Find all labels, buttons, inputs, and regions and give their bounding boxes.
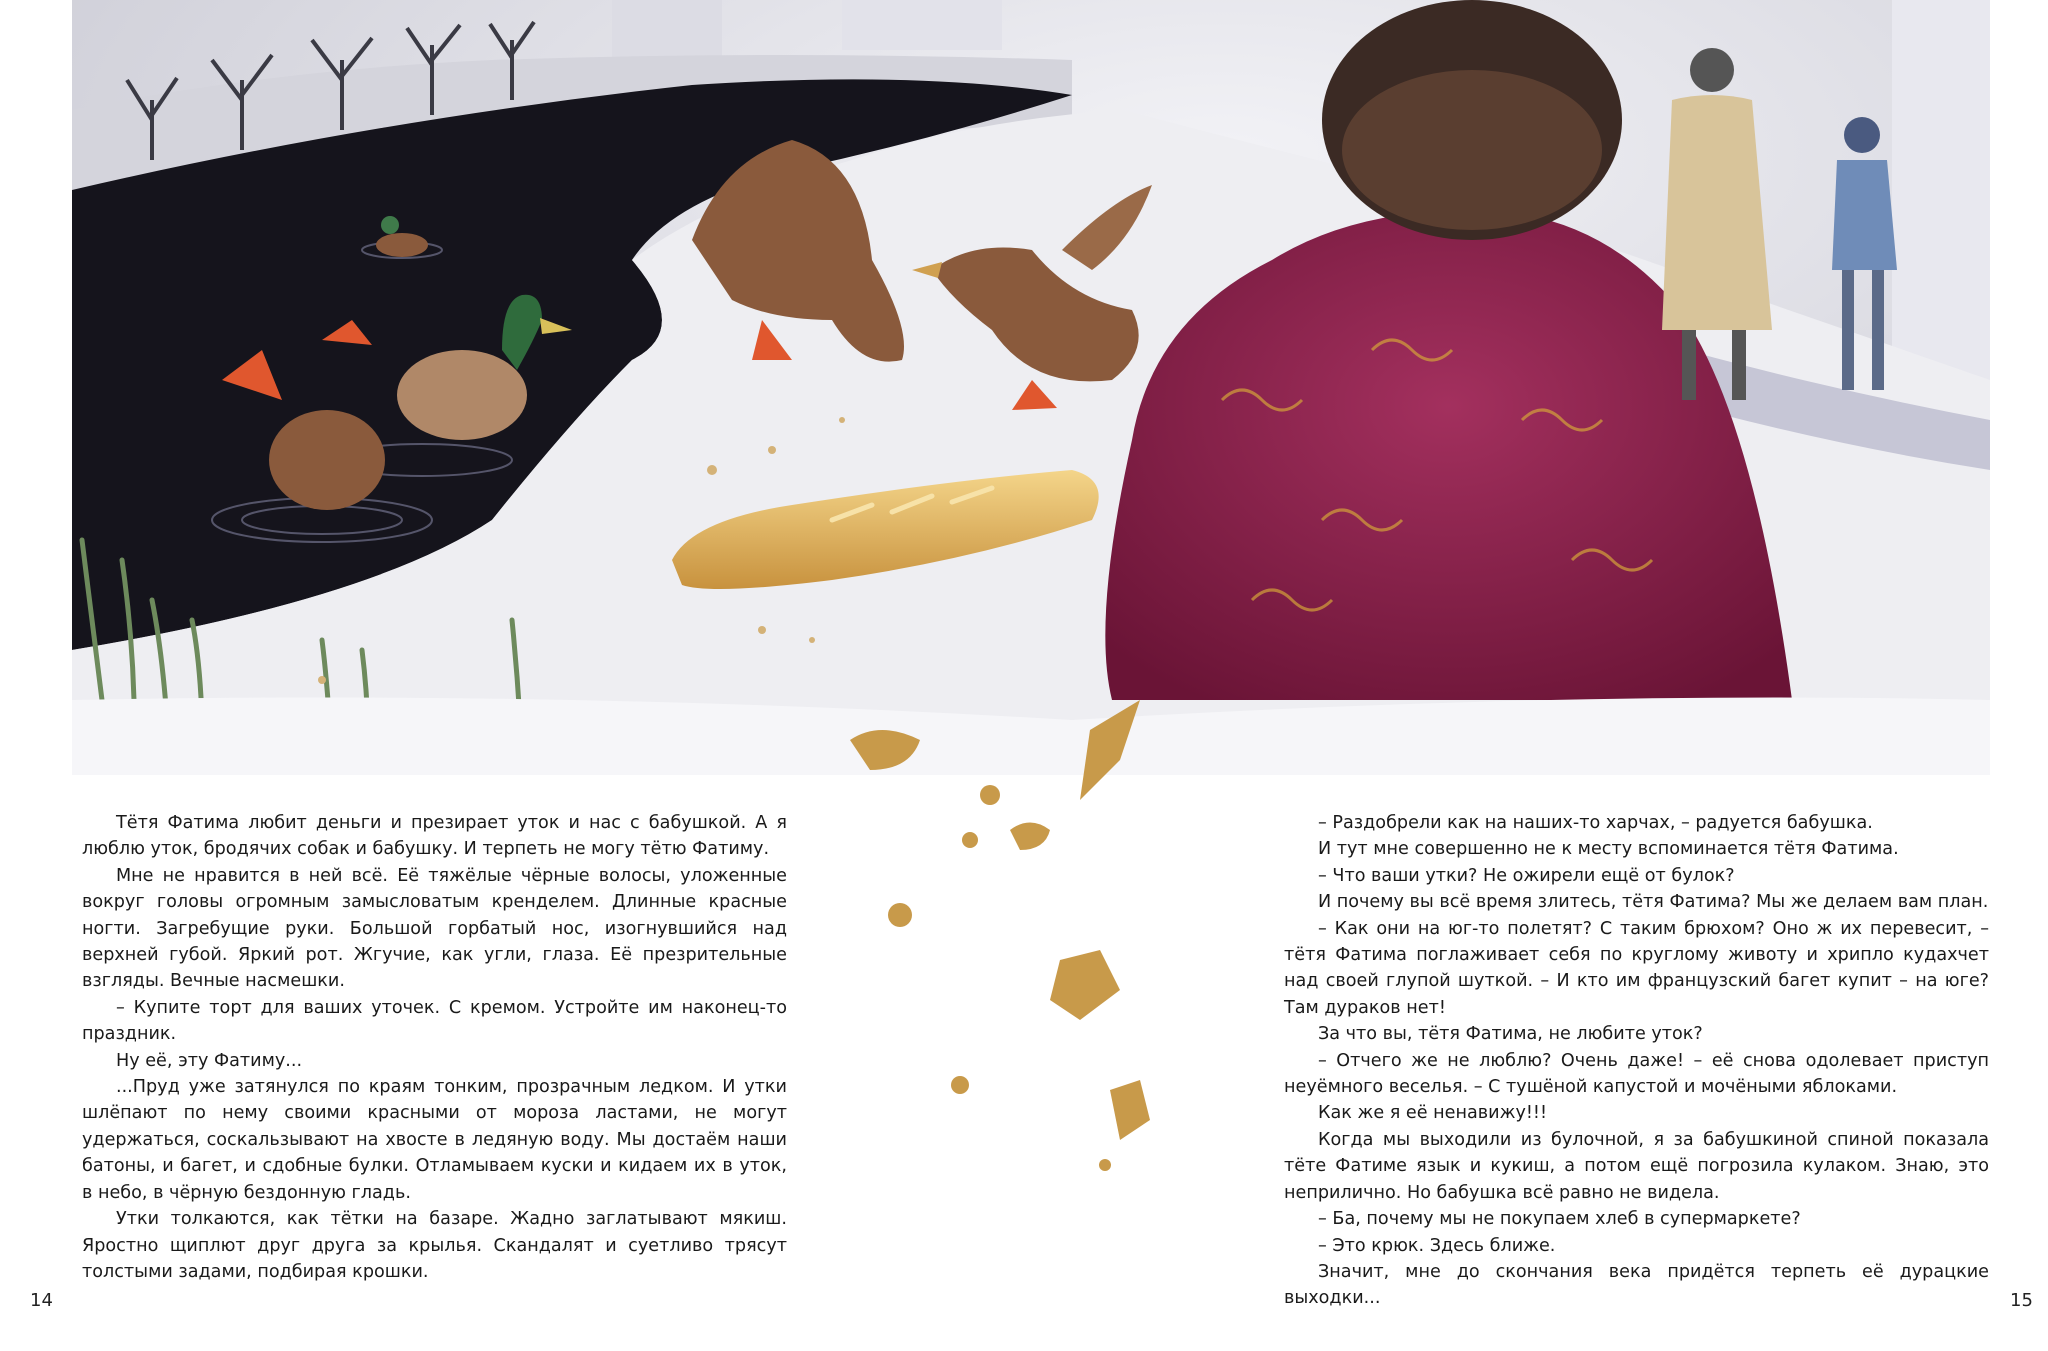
leaf	[1080, 700, 1140, 800]
paragraph: – Купите торт для ваших уточек. С кремом. Устройте им наконец-то праздник.	[82, 997, 787, 1045]
paragraph: Когда мы выходили из булочной, я за бабушкиной спиной показала тёте Фатиме язык и кукиш, а потом ещё погрозила кулаком. Знаю, это неприлично. Но бабушка всё равно не видела.	[1284, 1129, 1989, 1203]
paragraph: Утки толкаются, как тётки на базаре. Жадно заглатывают мякиш. Яростно щиплют друг друга за крылья. Скандалят и суетливо трясут толстыми задами, подбирая крошки.	[82, 1209, 787, 1282]
paragraph: – Отчего же не люблю? Очень даже! – её снова одолевает приступ неуёмного веселья. – С тушёной капустой и мочёными яблоками.	[1284, 1050, 1989, 1098]
leaf	[1050, 950, 1120, 1020]
left-page-text	[82, 810, 787, 1285]
crumb	[1099, 1159, 1111, 1171]
paragraph: Значит, мне до скончания века придётся терпеть её дурацкие выходки...	[1284, 1261, 1989, 1309]
paragraph: Тётя Фатима любит деньги и презирает уток и нас с бабушкой. А я люблю уток, бродячих собак и бабушку. И терпеть не могу тётю Фатиму.	[82, 813, 787, 860]
paragraph: Ну её, эту Фатиму...	[116, 1050, 303, 1071]
paragraph: ...Пруд уже затянулся по краям тонким, прозрачным ледком. И утки шлёпают по нему своими красными от мороза ластами, не могут удержаться, соскальзывают на хвосте в ледяную воду. Мы достаём наши батоны, и багет, и сдобные булки. Отламываем куски и кидаем их в уток, в небо, в чёрную бездонную гладь.	[82, 1077, 787, 1203]
illustration-svg	[72, 0, 1990, 775]
crumb	[888, 903, 912, 927]
leaf	[1110, 1080, 1150, 1140]
right-page-text	[1284, 810, 1989, 1312]
paragraph: Мне не нравится в ней всё. Её тяжёлые чёрные волосы, уложенные вокруг головы огромным замысловатым кренделем. Длинные красные ногти. Загребущие руки. Большой горбатый нос, изогнувшийся над верхней губой. Яркий рот. Жгучие, как угли, глаза. Её презрительные взгляды. Вечные насмешки.	[82, 865, 787, 992]
paragraph: Как же я её ненавижу!!!	[1318, 1103, 1548, 1124]
crumb	[980, 785, 1000, 805]
falling-leaves	[820, 700, 1200, 1180]
paragraph: – Ба, почему мы не покупаем хлеб в супермаркете?	[1318, 1209, 1801, 1230]
paragraph: За что вы, тётя Фатима, не любите уток?	[1318, 1024, 1703, 1045]
paragraph: И тут мне совершенно не к месту вспоминается тётя Фатима.	[1318, 839, 1899, 860]
illustration-pond-scene	[72, 0, 1990, 775]
paragraph: – Это крюк. Здесь ближе.	[1318, 1235, 1556, 1256]
crumb	[1010, 823, 1050, 851]
page-number-right: 15	[2010, 1290, 2033, 1311]
paragraph: – Как они на юг-то полетят? С таким брюхом? Оно ж их перевесит, – тётя Фатима поглаживает себя по круглому животу и хрипло кудахчет над своей глупой шуткой. – И кто им французский багет купит – на юге? Там дураков нет!	[1284, 918, 1989, 1018]
crumb	[962, 832, 978, 848]
paragraph: – Что ваши утки? Не ожирели ещё от булок?	[1318, 865, 1735, 886]
crumb	[850, 730, 920, 770]
paragraph: И почему вы всё время злитесь, тётя Фатима? Мы же делаем вам план.	[1318, 892, 1989, 913]
building	[842, 0, 1002, 50]
crumb	[951, 1076, 969, 1094]
paragraph: – Раздобрели как на наших-то харчах, – радуется бабушка.	[1318, 813, 1873, 833]
page-number-left: 14	[30, 1290, 53, 1311]
